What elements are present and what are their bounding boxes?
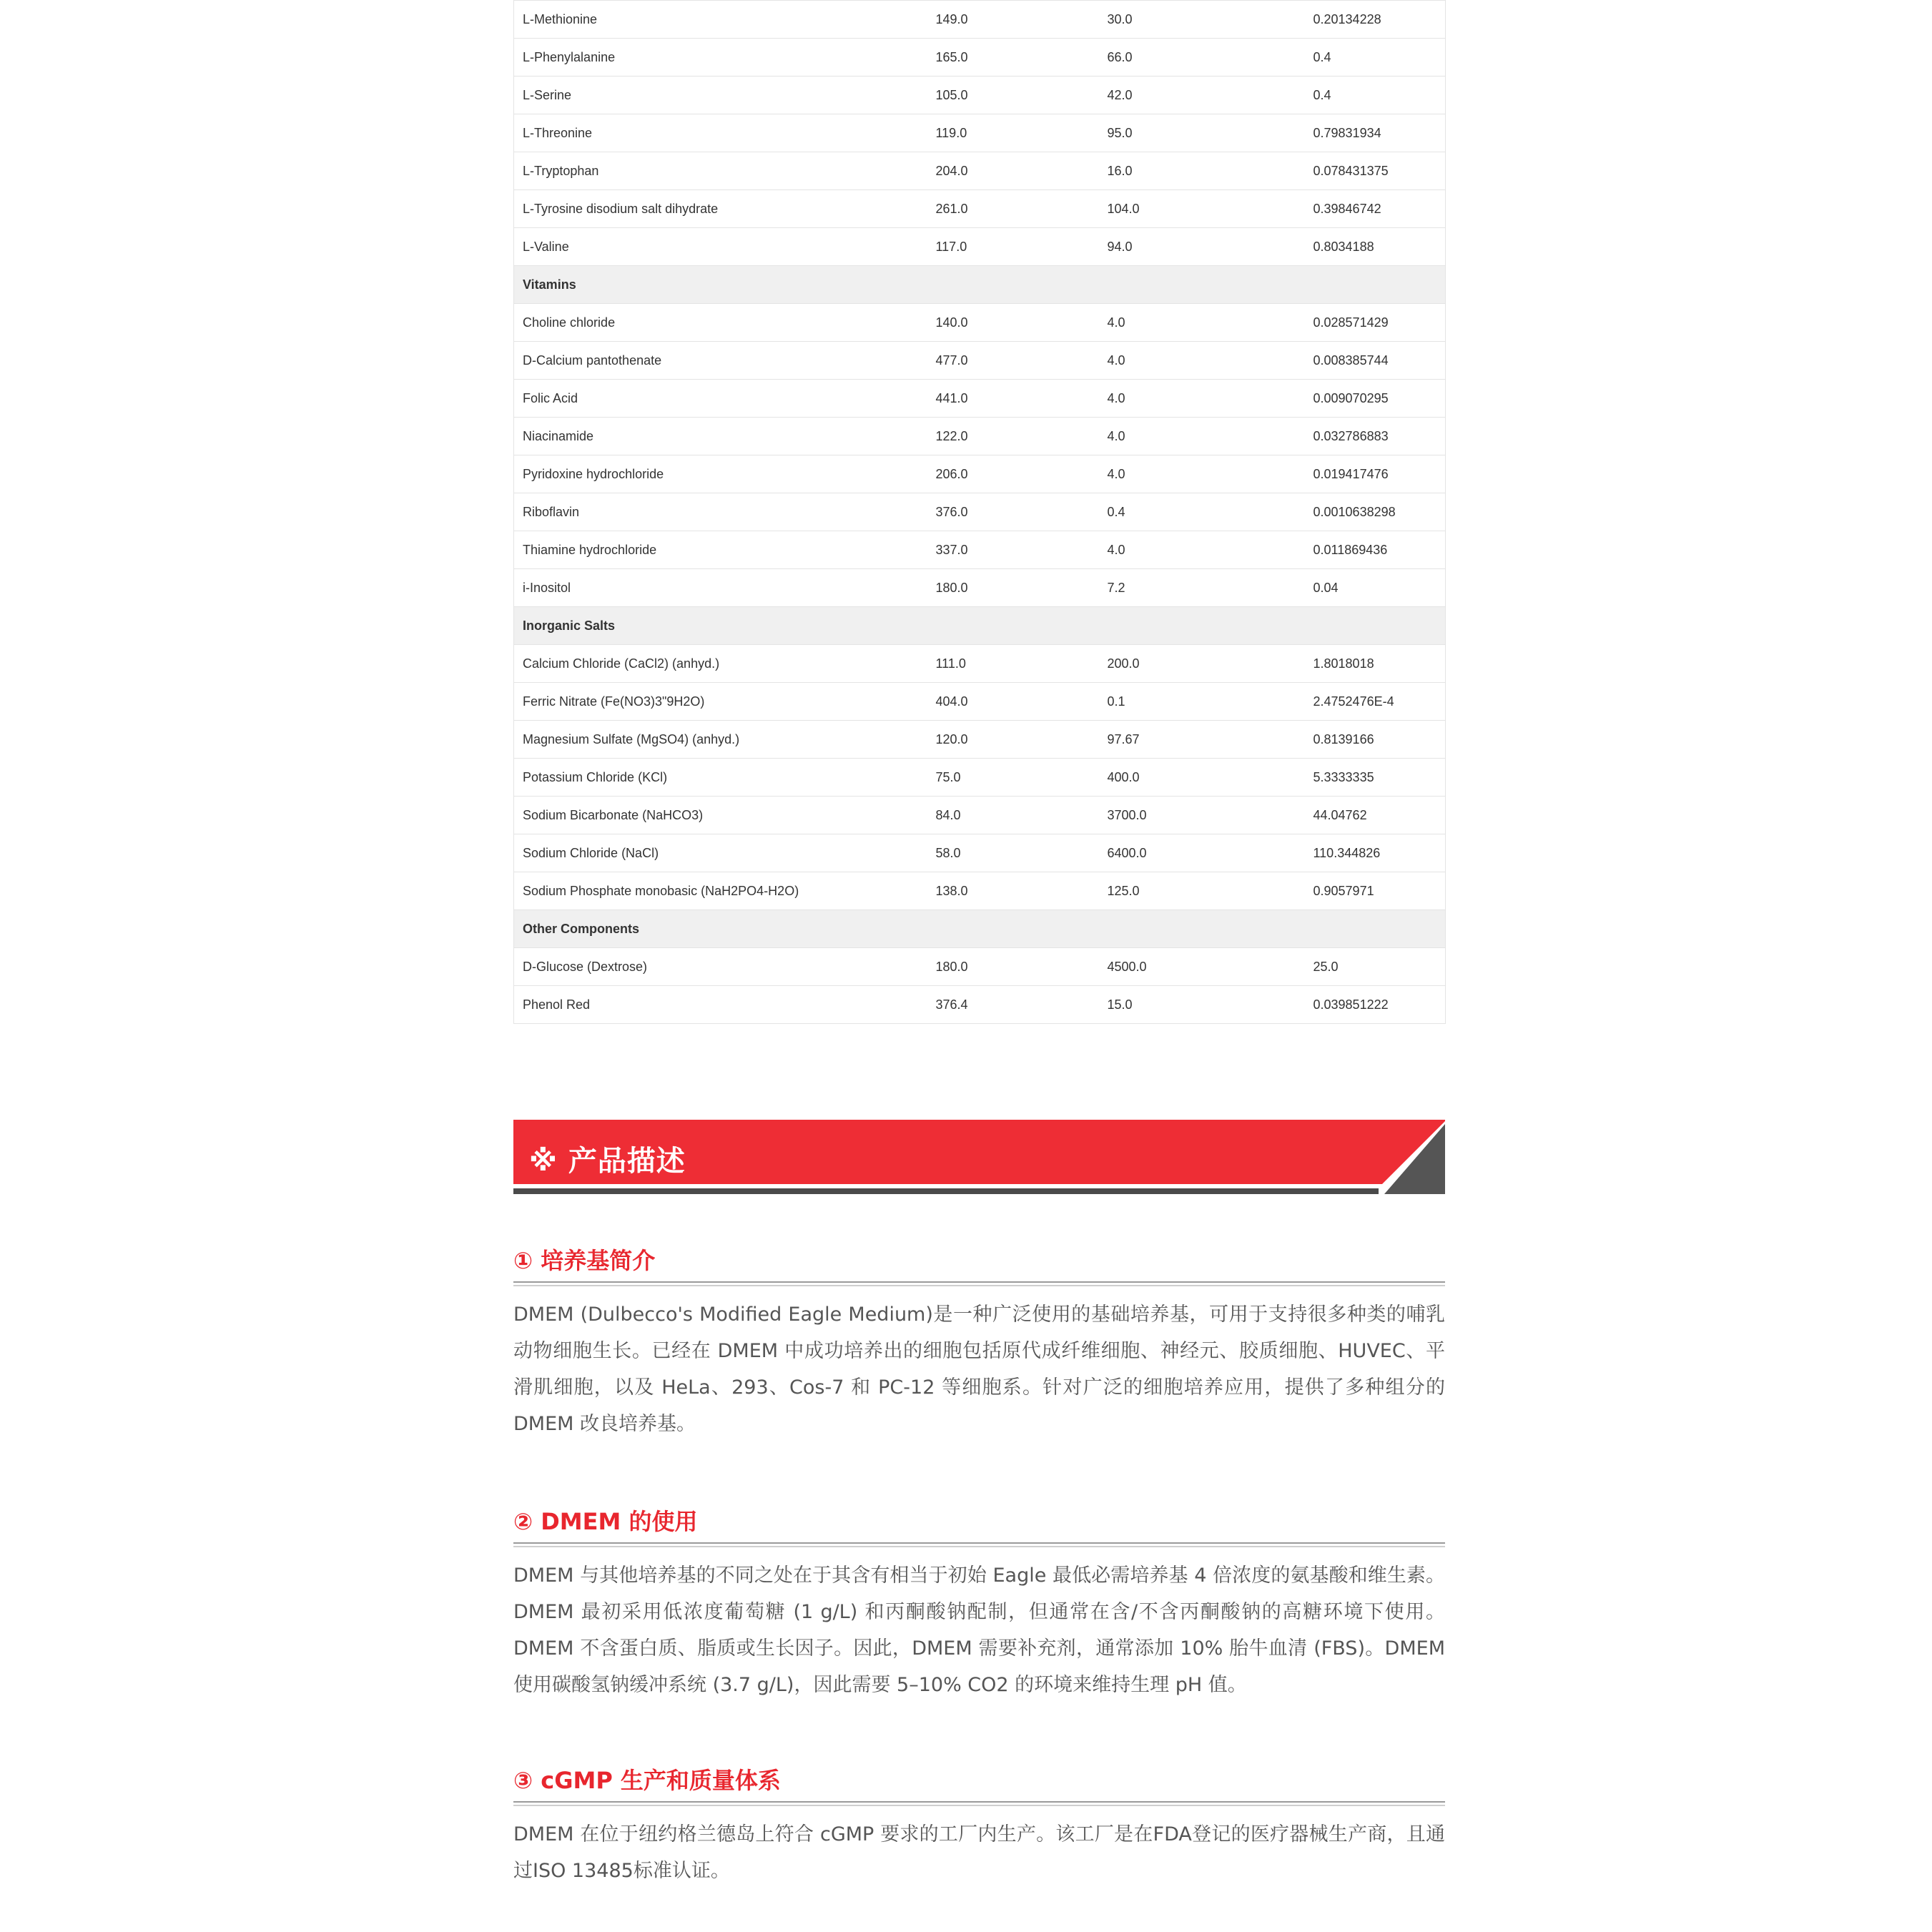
molecular-weight-cell: 138.0 xyxy=(927,872,1099,910)
table-row xyxy=(514,569,1446,607)
category-row xyxy=(514,607,1446,645)
molarity-cell: 44.04762 xyxy=(1305,797,1446,834)
concentration-cell: 7.2 xyxy=(1099,569,1305,607)
table-row xyxy=(514,721,1446,759)
molarity-cell: 0.019417476 xyxy=(1305,455,1446,493)
table-row xyxy=(514,455,1446,493)
molecular-weight-cell: 376.4 xyxy=(927,986,1099,1024)
concentration-cell: 4.0 xyxy=(1099,455,1305,493)
molecular-weight-cell: 149.0 xyxy=(927,1,1099,39)
molarity-cell: 0.04 xyxy=(1305,569,1446,607)
table-row xyxy=(514,152,1446,190)
molecular-weight-cell: 376.0 xyxy=(927,493,1099,531)
concentration-cell: 4500.0 xyxy=(1099,948,1305,986)
molecular-weight-cell: 58.0 xyxy=(927,834,1099,872)
category-row xyxy=(514,910,1446,948)
category-row xyxy=(514,266,1446,304)
table-row xyxy=(514,1,1446,39)
section-heading: ③ cGMP 生产和质量体系 xyxy=(513,1767,781,1794)
concentration-cell: 30.0 xyxy=(1099,1,1305,39)
concentration-cell: 16.0 xyxy=(1099,152,1305,190)
component-name-cell: D-Calcium pantothenate xyxy=(514,342,927,380)
molecular-weight-cell: 165.0 xyxy=(927,39,1099,77)
section-divider xyxy=(513,1801,1445,1806)
banner-title: ※ 产品描述 xyxy=(529,1145,686,1178)
section-heading: ② DMEM 的使用 xyxy=(513,1508,698,1535)
molecular-weight-cell: 122.0 xyxy=(927,418,1099,455)
component-name-cell: L-Methionine xyxy=(514,1,927,39)
molecular-weight-cell: 404.0 xyxy=(927,683,1099,721)
section-body: DMEM 与其他培养基的不同之处在于其含有相当于初始 Eagle 最低必需培养基 4 倍浓度的氨基酸和维生素。DMEM 最初采用低浓度葡萄糖 (1 g/L) 和丙酮酸钠配制，但通常在含/不含丙酮酸钠的高糖环境下使用。DMEM 不含蛋白质、脂质或生长因子。因此，DMEM 需要补充剂，通常添加 10% 胎牛血清 (FBS)。DMEM 使用碳酸氢钠缓冲系统 (3.7 g/L)，因此需要 5–10% CO2 的环境来维持生理 pH 值。 xyxy=(513,1564,1445,1696)
concentration-cell: 94.0 xyxy=(1099,228,1305,266)
molarity-cell: 0.39846742 xyxy=(1305,190,1446,228)
molecular-weight-cell: 261.0 xyxy=(927,190,1099,228)
molecular-weight-cell: 180.0 xyxy=(927,569,1099,607)
concentration-cell: 42.0 xyxy=(1099,77,1305,114)
molecular-weight-cell: 75.0 xyxy=(927,759,1099,797)
table-row xyxy=(514,228,1446,266)
concentration-cell: 3700.0 xyxy=(1099,797,1305,834)
molarity-cell: 0.20134228 xyxy=(1305,1,1446,39)
molarity-cell: 25.0 xyxy=(1305,948,1446,986)
section-medium-intro xyxy=(513,1244,1445,1442)
table-row xyxy=(514,645,1446,683)
molarity-cell: 0.032786883 xyxy=(1305,418,1446,455)
molarity-cell: 0.4 xyxy=(1305,77,1446,114)
molecular-weight-cell: 206.0 xyxy=(927,455,1099,493)
concentration-cell: 4.0 xyxy=(1099,418,1305,455)
component-name-cell: Magnesium Sulfate (MgSO4) (anhyd.) xyxy=(514,721,927,759)
concentration-cell: 4.0 xyxy=(1099,304,1305,342)
component-name-cell: Ferric Nitrate (Fe(NO3)3"9H2O) xyxy=(514,683,927,721)
concentration-cell: 4.0 xyxy=(1099,342,1305,380)
category-label: Vitamins xyxy=(514,266,1446,304)
concentration-cell: 95.0 xyxy=(1099,114,1305,152)
molarity-cell: 0.008385744 xyxy=(1305,342,1446,380)
molarity-cell: 5.3333335 xyxy=(1305,759,1446,797)
molarity-cell: 110.344826 xyxy=(1305,834,1446,872)
component-name-cell: L-Threonine xyxy=(514,114,927,152)
molecular-weight-cell: 180.0 xyxy=(927,948,1099,986)
molecular-weight-cell: 105.0 xyxy=(927,77,1099,114)
component-name-cell: Sodium Chloride (NaCl) xyxy=(514,834,927,872)
component-name-cell: Sodium Phosphate monobasic (NaH2PO4-H2O) xyxy=(514,872,927,910)
category-label: Inorganic Salts xyxy=(514,607,1446,645)
table-row xyxy=(514,948,1446,986)
component-name-cell: L-Valine xyxy=(514,228,927,266)
table-row xyxy=(514,380,1446,418)
component-name-cell: Thiamine hydrochloride xyxy=(514,531,927,569)
components-table xyxy=(513,0,1446,1024)
molarity-cell: 0.9057971 xyxy=(1305,872,1446,910)
molarity-cell: 0.039851222 xyxy=(1305,986,1446,1024)
component-name-cell: Niacinamide xyxy=(514,418,927,455)
table-row xyxy=(514,986,1446,1024)
concentration-cell: 97.67 xyxy=(1099,721,1305,759)
component-name-cell: L-Tyrosine disodium salt dihydrate xyxy=(514,190,927,228)
molarity-cell: 0.8034188 xyxy=(1305,228,1446,266)
molarity-cell: 0.028571429 xyxy=(1305,304,1446,342)
molecular-weight-cell: 120.0 xyxy=(927,721,1099,759)
concentration-cell: 400.0 xyxy=(1099,759,1305,797)
component-name-cell: L-Tryptophan xyxy=(514,152,927,190)
molarity-cell: 0.0010638298 xyxy=(1305,493,1446,531)
molecular-weight-cell: 204.0 xyxy=(927,152,1099,190)
component-name-cell: Potassium Chloride (KCl) xyxy=(514,759,927,797)
section-heading: ① 培养基简介 xyxy=(513,1247,656,1274)
table-row xyxy=(514,39,1446,77)
table-row xyxy=(514,190,1446,228)
table-row xyxy=(514,418,1446,455)
components-table-body xyxy=(514,1,1446,1024)
molecular-weight-cell: 477.0 xyxy=(927,342,1099,380)
concentration-cell: 4.0 xyxy=(1099,380,1305,418)
table-row xyxy=(514,759,1446,797)
molecular-weight-cell: 111.0 xyxy=(927,645,1099,683)
table-row xyxy=(514,493,1446,531)
concentration-cell: 15.0 xyxy=(1099,986,1305,1024)
table-row xyxy=(514,872,1446,910)
concentration-cell: 125.0 xyxy=(1099,872,1305,910)
section-banner-product-description xyxy=(513,1120,1445,1198)
section-body: DMEM (Dulbecco's Modified Eagle Medium)是一种广泛使用的基础培养基，可用于支持很多种类的哺乳动物细胞生长。已经在 DMEM 中成功培养出的细胞包括原代成纤维细胞、神经元、胶质细胞、HUVEC、平滑肌细胞，以及 HeLa、293、Cos-7 和 PC-12 等细胞系。针对广泛的细胞培养应用，提供了多种组分的 DMEM 改良培养基。 xyxy=(513,1303,1445,1435)
table-row xyxy=(514,342,1446,380)
component-name-cell: i-Inositol xyxy=(514,569,927,607)
component-name-cell: Riboflavin xyxy=(514,493,927,531)
concentration-cell: 200.0 xyxy=(1099,645,1305,683)
page-content xyxy=(513,0,1445,1882)
molecular-weight-cell: 117.0 xyxy=(927,228,1099,266)
table-row xyxy=(514,834,1446,872)
table-row xyxy=(514,304,1446,342)
molecular-weight-cell: 441.0 xyxy=(927,380,1099,418)
table-row xyxy=(514,531,1446,569)
molecular-weight-cell: 84.0 xyxy=(927,797,1099,834)
molecular-weight-cell: 140.0 xyxy=(927,304,1099,342)
concentration-cell: 66.0 xyxy=(1099,39,1305,77)
molarity-cell: 0.078431375 xyxy=(1305,152,1446,190)
molarity-cell: 0.011869436 xyxy=(1305,531,1446,569)
concentration-cell: 6400.0 xyxy=(1099,834,1305,872)
molarity-cell: 0.79831934 xyxy=(1305,114,1446,152)
concentration-cell: 4.0 xyxy=(1099,531,1305,569)
table-row xyxy=(514,683,1446,721)
table-row xyxy=(514,797,1446,834)
category-label: Other Components xyxy=(514,910,1446,948)
section-body: DMEM 在位于纽约格兰德岛上符合 cGMP 要求的工厂内生产。该工厂是在FDA登记的医疗器械生产商，且通过ISO 13485标准认证。 xyxy=(513,1823,1445,1882)
section-cgmp-quality xyxy=(513,1764,1445,1889)
banner-underline xyxy=(513,1188,1379,1194)
component-name-cell: L-Serine xyxy=(514,77,927,114)
molarity-cell: 2.4752476E-4 xyxy=(1305,683,1446,721)
section-divider xyxy=(513,1542,1445,1547)
molarity-cell: 1.8018018 xyxy=(1305,645,1446,683)
table-row xyxy=(514,114,1446,152)
table-row xyxy=(514,77,1446,114)
concentration-cell: 0.1 xyxy=(1099,683,1305,721)
concentration-cell: 0.4 xyxy=(1099,493,1305,531)
component-name-cell: Phenol Red xyxy=(514,986,927,1024)
molarity-cell: 0.4 xyxy=(1305,39,1446,77)
component-name-cell: Sodium Bicarbonate (NaHCO3) xyxy=(514,797,927,834)
component-name-cell: Calcium Chloride (CaCl2) (anhyd.) xyxy=(514,645,927,683)
molarity-cell: 0.009070295 xyxy=(1305,380,1446,418)
component-name-cell: D-Glucose (Dextrose) xyxy=(514,948,927,986)
component-name-cell: L-Phenylalanine xyxy=(514,39,927,77)
molarity-cell: 0.8139166 xyxy=(1305,721,1446,759)
component-name-cell: Folic Acid xyxy=(514,380,927,418)
section-divider xyxy=(513,1281,1445,1286)
molecular-weight-cell: 119.0 xyxy=(927,114,1099,152)
section-dmem-usage xyxy=(513,1505,1445,1703)
concentration-cell: 104.0 xyxy=(1099,190,1305,228)
component-name-cell: Pyridoxine hydrochloride xyxy=(514,455,927,493)
component-name-cell: Choline chloride xyxy=(514,304,927,342)
molecular-weight-cell: 337.0 xyxy=(927,531,1099,569)
